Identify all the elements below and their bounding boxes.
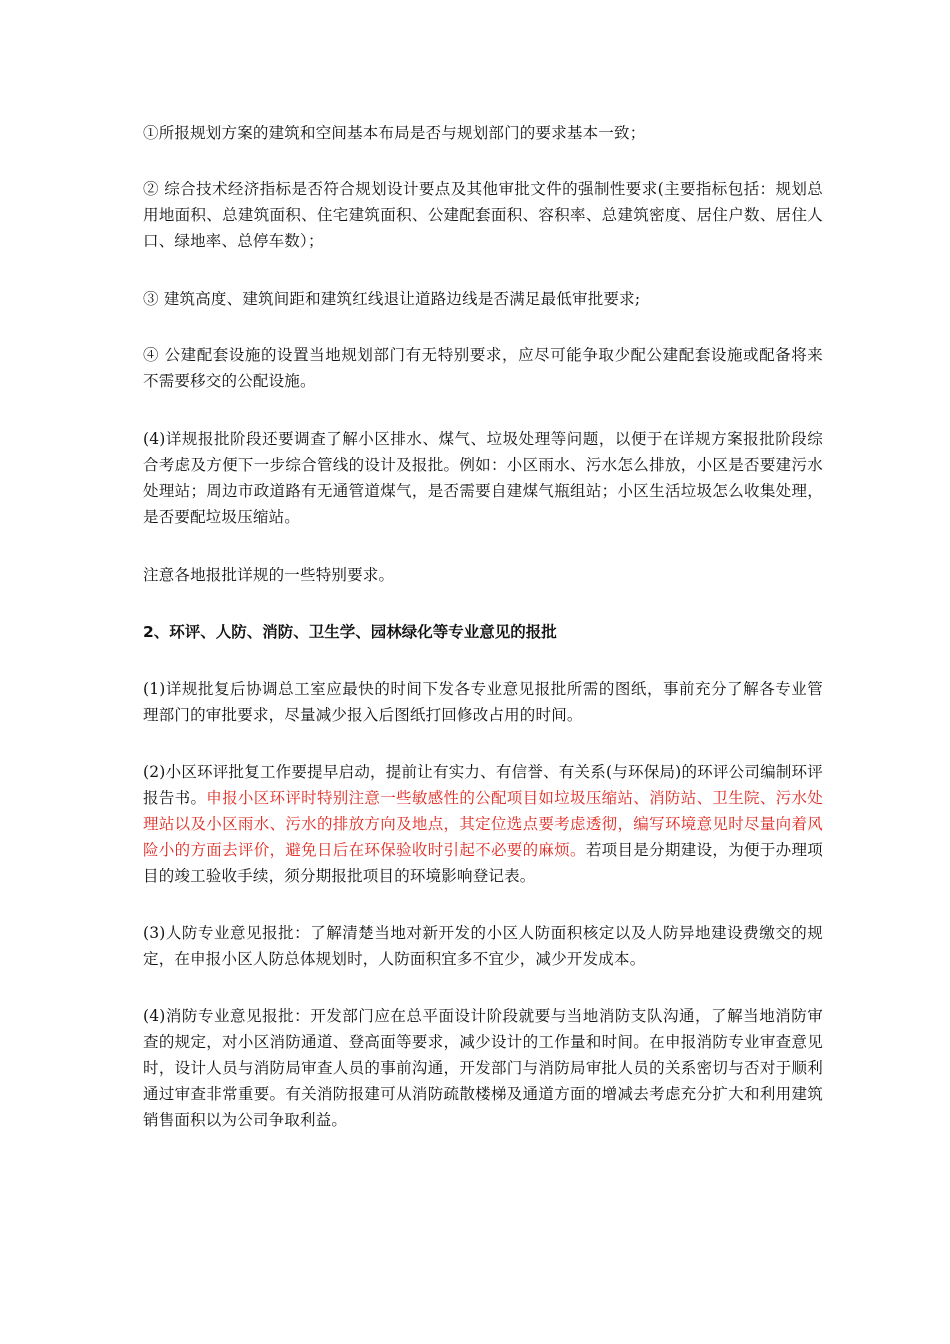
paragraph-building-height: ③ 建筑高度、建筑间距和建筑红线退让道路边线是否满足最低审批要求; [143,290,641,308]
paragraph-planning-layout: ①所报规划方案的建筑和空间基本布局是否与规划部门的要求基本一致； [143,124,646,142]
paragraph-env-intro: (2)小区环评批复工作要提早启动，提前让有实力、有信誉、有关系(与环保局)的环评公司编制环评报告书。 [143,763,823,807]
paragraph-civil-defense: (3)人防专业意见报批：了解清楚当地对新开发的小区人防面积核定以及人防异地建设费缴交的规定，在申报小区人防总体规划时，人防面积宜多不宜少，减少开发成本。 [143,924,823,968]
paragraph-detailed-planning-survey: (4)详规报批阶段还要调查了解小区排水、煤气、垃圾处理等问题，以便于在详规方案报批阶段综合考虑及方便下一步综合管线的设计及报批。例如：小区雨水、污水怎么排放，小区是否要建污水处理站；周边市政道路有无通管道煤气，是否需要自建煤气瓶组站；小区生活垃圾怎么收集处理，是否要配垃圾压缩站。 [143,430,823,526]
paragraph-fire-protection: (4)消防专业意见报批：开发部门应在总平面设计阶段就要与当地消防支队沟通，了解当地消防审查的规定，对小区消防通道、登高面等要求，减少设计的工作量和时间。在申报消防专业审查意见时，设计人员与消防局审查人员的事前沟通，开发部门与消防局审批人员的关系密切与否对于顺利通过审查非常重要。有关消防报建可从消防疏散楼梯及通道方面的增减去考虑充分扩大和利用建筑销售面积以为公司争取利益。 [143,1007,823,1129]
section-heading: 2、环评、人防、消防、卫生学、园林绿化等专业意见的报批 [143,623,557,641]
highlighted-text: 申报小区环评时特别注意一些敏感性的公配项目如垃圾压缩站、消防站、卫生院、污水处理站以及小区雨水、污水的排放方向及地点，其定位选点要考虑透彻，编写环境意见时尽量向着风险小的方面去评价，避免日后在环保验收时引起不必要的麻烦。 [143,789,823,859]
paragraph-env-phased: 若项目是分期建设，为便于办理项目的竣工验收手续，须分期报批项目的环境影响登记表。 [143,841,823,885]
paragraph-public-facilities: ④ 公建配套设施的设置当地规划部门有无特别要求，应尽可能争取少配公建配套设施或配备将来不需要移交的公配设施。 [143,346,823,390]
paragraph-drawings-issuance: (1)详规批复后协调总工室应最快的时间下发各专业意见报批所需的图纸，事前充分了解各专业管理部门的审批要求，尽量减少报入后图纸打回修改占用的时间。 [143,680,823,724]
paragraph-environmental-assessment [143,759,823,889]
document-page [143,120,823,1133]
paragraph-technical-indicators: ② 综合技术经济指标是否符合规划设计要点及其他审批文件的强制性要求(主要指标包括：规划总用地面积、总建筑面积、住宅建筑面积、公建配套面积、容积率、总建筑密度、居住户数、居住人口、绿地率、总停车数）； [143,180,823,250]
paragraph-special-requirements: 注意各地报批详规的一些特别要求。 [143,566,395,584]
